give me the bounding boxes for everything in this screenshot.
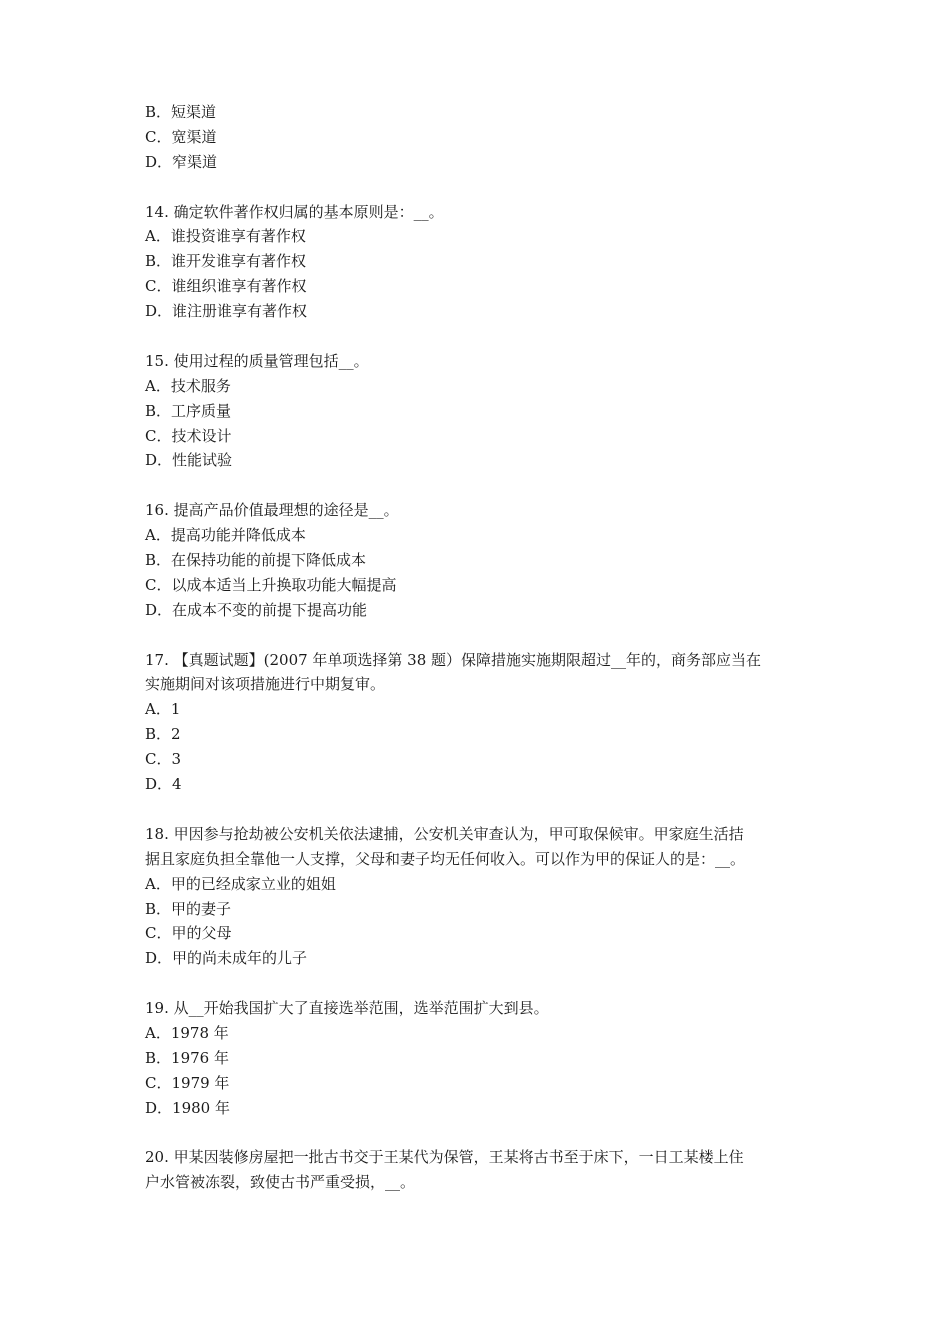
question-19	[145, 996, 825, 1120]
question-text: 16. 提高产品价值最理想的途径是__。	[145, 501, 399, 520]
option-a: A．1978 年	[145, 1023, 229, 1042]
question-text-continued: 户水管被冻裂，致使古书严重受损，__。	[145, 1173, 416, 1192]
question-text: 18. 甲因参与抢劫被公安机关依法逮捕，公安机关审查认为，甲可取保候审。甲家庭生活拮	[145, 824, 744, 843]
option-b: B．谁开发谁享有著作权	[145, 252, 307, 271]
question-14	[145, 200, 825, 324]
option-c: C．谁组织谁享有著作权	[145, 277, 307, 296]
option-d: D．在成本不变的前提下提高功能	[145, 600, 368, 619]
option-a: A．甲的已经成家立业的姐姐	[145, 874, 336, 893]
option-c: C．3	[145, 750, 182, 769]
option-b: B．甲的妻子	[145, 899, 232, 918]
question-text: 14. 确定软件著作权归属的基本原则是：__。	[145, 202, 444, 221]
option-a: A．技术服务	[145, 376, 231, 395]
question-15	[145, 349, 825, 473]
question-text-continued: 据且家庭负担全靠他一人支撑，父母和妻子均无任何收入。可以作为甲的保证人的是：__。	[145, 849, 746, 868]
option-a: A．谁投资谁享有著作权	[145, 227, 306, 246]
option-b: B．1976 年	[145, 1048, 229, 1067]
option-c: C．以成本适当上升换取功能大幅提高	[145, 575, 397, 594]
option-b: B．工序质量	[145, 401, 232, 420]
option-b: B．在保持功能的前提下降低成本	[145, 551, 367, 570]
option-d: D．甲的尚未成年的儿子	[145, 949, 308, 968]
question-text-continued: 实施期间对该项措施进行中期复审。	[145, 675, 386, 694]
continued-options	[145, 100, 825, 175]
option-line: B．短渠道	[145, 103, 217, 121]
option-c: C．1979 年	[145, 1073, 230, 1092]
question-text: 20. 甲某因装修房屋把一批古书交于王某代为保管，王某将古书至于床下，一日工某楼上住	[145, 1148, 744, 1167]
question-16	[145, 498, 825, 622]
question-20	[145, 1145, 825, 1195]
option-c: C．甲的父母	[145, 924, 232, 943]
option-b: B．2	[145, 725, 181, 744]
option-line: C．宽渠道	[145, 127, 217, 146]
option-c: C．技术设计	[145, 426, 232, 445]
question-17	[145, 648, 825, 797]
question-text: 15. 使用过程的质量管理包括__。	[145, 351, 369, 370]
question-text: 19. 从__开始我国扩大了直接选举范围，选举范围扩大到县。	[145, 999, 549, 1018]
option-d: D．1980 年	[145, 1098, 230, 1117]
option-a: A．1	[145, 700, 181, 719]
option-a: A．提高功能并降低成本	[145, 526, 306, 545]
option-line: D．窄渠道	[145, 152, 218, 171]
option-d: D．谁注册谁享有著作权	[145, 302, 308, 321]
option-d: D．4	[145, 775, 182, 794]
question-text: 17. 【真题试题】(2007 年单项选择第 38 题）保障措施实施期限超过__年的，商务部应当在	[145, 650, 762, 669]
question-18	[145, 822, 825, 971]
option-d: D．性能试验	[145, 451, 233, 470]
document-page	[145, 100, 825, 1195]
